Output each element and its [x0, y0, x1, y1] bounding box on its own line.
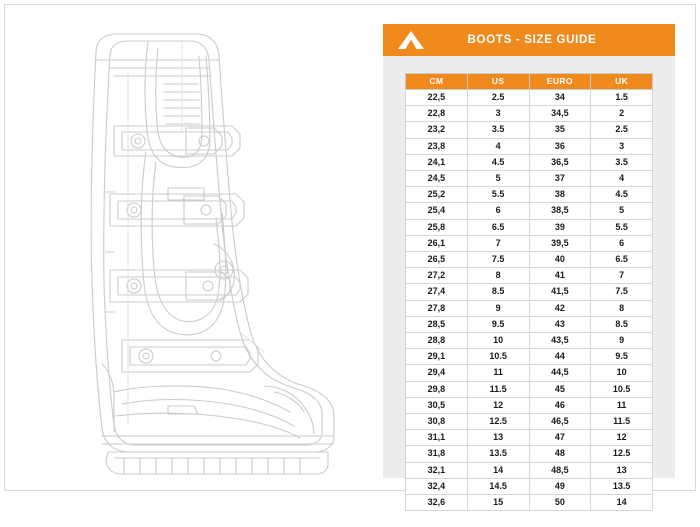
- table-row: [406, 252, 653, 268]
- cell-us: 9: [467, 300, 529, 316]
- cell-us: 9.5: [467, 316, 529, 332]
- cell-uk: 13: [591, 462, 653, 478]
- cell-us: 8.5: [467, 284, 529, 300]
- cell-euro: 36,5: [529, 154, 591, 170]
- table-row: [406, 203, 653, 219]
- cell-us: 4: [467, 138, 529, 154]
- table-row: [406, 171, 653, 187]
- column-header-euro: EURO: [529, 74, 591, 90]
- cell-uk: 9: [591, 333, 653, 349]
- cell-cm: 30,8: [406, 414, 468, 430]
- cell-uk: 6: [591, 235, 653, 251]
- table-row: [406, 381, 653, 397]
- cell-uk: 3.5: [591, 154, 653, 170]
- cell-uk: 1.5: [591, 90, 653, 106]
- table-row: [406, 333, 653, 349]
- cell-cm: 24,5: [406, 171, 468, 187]
- cell-cm: 30,5: [406, 397, 468, 413]
- cell-cm: 25,4: [406, 203, 468, 219]
- cell-cm: 25,2: [406, 187, 468, 203]
- cell-us: 13.5: [467, 446, 529, 462]
- table-header-row: [406, 74, 653, 90]
- cell-cm: 32,1: [406, 462, 468, 478]
- cell-us: 15: [467, 495, 529, 511]
- cell-cm: 32,4: [406, 478, 468, 494]
- size-table-wrapper: [383, 56, 675, 527]
- size-guide-header: [383, 24, 675, 56]
- table-row: [406, 106, 653, 122]
- cell-us: 14.5: [467, 478, 529, 494]
- size-guide-panel: [383, 24, 675, 508]
- cell-euro: 35: [529, 122, 591, 138]
- size-table: [405, 73, 653, 511]
- cell-uk: 11.5: [591, 414, 653, 430]
- cell-cm: 28,5: [406, 316, 468, 332]
- table-row: [406, 446, 653, 462]
- cell-cm: 25,8: [406, 219, 468, 235]
- cell-euro: 40: [529, 252, 591, 268]
- cell-us: 11: [467, 365, 529, 381]
- cell-us: 12: [467, 397, 529, 413]
- cell-us: 6: [467, 203, 529, 219]
- cell-uk: 4: [591, 171, 653, 187]
- cell-us: 5: [467, 171, 529, 187]
- cell-cm: 22,5: [406, 90, 468, 106]
- cell-uk: 6.5: [591, 252, 653, 268]
- cell-uk: 10.5: [591, 381, 653, 397]
- cell-euro: 39,5: [529, 235, 591, 251]
- cell-euro: 47: [529, 430, 591, 446]
- cell-uk: 8.5: [591, 316, 653, 332]
- cell-cm: 29,8: [406, 381, 468, 397]
- cell-us: 3.5: [467, 122, 529, 138]
- table-row: [406, 284, 653, 300]
- cell-us: 7.5: [467, 252, 529, 268]
- cell-uk: 12: [591, 430, 653, 446]
- cell-euro: 39: [529, 219, 591, 235]
- cell-euro: 41: [529, 268, 591, 284]
- cell-uk: 2.5: [591, 122, 653, 138]
- cell-euro: 38: [529, 187, 591, 203]
- cell-uk: 2: [591, 106, 653, 122]
- table-row: [406, 90, 653, 106]
- table-row: [406, 478, 653, 494]
- cell-us: 10: [467, 333, 529, 349]
- table-row: [406, 414, 653, 430]
- cell-cm: 26,5: [406, 252, 468, 268]
- cell-cm: 27,8: [406, 300, 468, 316]
- cell-euro: 49: [529, 478, 591, 494]
- cell-uk: 8: [591, 300, 653, 316]
- cell-euro: 43,5: [529, 333, 591, 349]
- table-row: [406, 187, 653, 203]
- cell-uk: 14: [591, 495, 653, 511]
- cell-us: 11.5: [467, 381, 529, 397]
- table-row: [406, 268, 653, 284]
- size-table-body: [406, 90, 653, 511]
- cell-cm: 22,8: [406, 106, 468, 122]
- cell-cm: 29,1: [406, 349, 468, 365]
- cell-euro: 48: [529, 446, 591, 462]
- column-header-cm: CM: [406, 74, 468, 90]
- table-row: [406, 316, 653, 332]
- cell-cm: 23,2: [406, 122, 468, 138]
- cell-uk: 3: [591, 138, 653, 154]
- table-row: [406, 430, 653, 446]
- cell-uk: 4.5: [591, 187, 653, 203]
- cell-us: 14: [467, 462, 529, 478]
- cell-uk: 5.5: [591, 219, 653, 235]
- cell-uk: 13.5: [591, 478, 653, 494]
- cell-euro: 45: [529, 381, 591, 397]
- cell-cm: 28,8: [406, 333, 468, 349]
- cell-uk: 10: [591, 365, 653, 381]
- cell-us: 7: [467, 235, 529, 251]
- cell-cm: 31,8: [406, 446, 468, 462]
- table-row: [406, 138, 653, 154]
- cell-cm: 31,1: [406, 430, 468, 446]
- cell-uk: 5: [591, 203, 653, 219]
- cell-us: 8: [467, 268, 529, 284]
- table-row: [406, 349, 653, 365]
- cell-cm: 27,2: [406, 268, 468, 284]
- cell-euro: 37: [529, 171, 591, 187]
- cell-euro: 34,5: [529, 106, 591, 122]
- table-row: [406, 397, 653, 413]
- cell-us: 12.5: [467, 414, 529, 430]
- cell-uk: 12.5: [591, 446, 653, 462]
- cell-us: 6.5: [467, 219, 529, 235]
- table-row: [406, 219, 653, 235]
- column-header-uk: UK: [591, 74, 653, 90]
- cell-euro: 36: [529, 138, 591, 154]
- table-row: [406, 365, 653, 381]
- cell-euro: 34: [529, 90, 591, 106]
- cell-uk: 11: [591, 397, 653, 413]
- table-row: [406, 300, 653, 316]
- cell-euro: 43: [529, 316, 591, 332]
- cell-us: 2.5: [467, 90, 529, 106]
- cell-cm: 24,1: [406, 154, 468, 170]
- cell-uk: 9.5: [591, 349, 653, 365]
- boot-illustration: [18, 12, 368, 482]
- cell-us: 10.5: [467, 349, 529, 365]
- cell-euro: 50: [529, 495, 591, 511]
- table-row: [406, 235, 653, 251]
- cell-euro: 46,5: [529, 414, 591, 430]
- table-row: [406, 122, 653, 138]
- cell-uk: 7: [591, 268, 653, 284]
- cell-us: 3: [467, 106, 529, 122]
- cell-cm: 26,1: [406, 235, 468, 251]
- cell-euro: 46: [529, 397, 591, 413]
- size-guide-title: BOOTS - SIZE GUIDE: [467, 34, 597, 46]
- cell-euro: 44,5: [529, 365, 591, 381]
- alpinestars-logo-icon: [383, 24, 439, 56]
- column-header-us: US: [467, 74, 529, 90]
- table-row: [406, 495, 653, 511]
- cell-euro: 38,5: [529, 203, 591, 219]
- table-row: [406, 154, 653, 170]
- cell-euro: 41,5: [529, 284, 591, 300]
- cell-cm: 29,4: [406, 365, 468, 381]
- cell-us: 4.5: [467, 154, 529, 170]
- cell-cm: 27,4: [406, 284, 468, 300]
- cell-cm: 23,8: [406, 138, 468, 154]
- table-row: [406, 462, 653, 478]
- cell-uk: 7.5: [591, 284, 653, 300]
- cell-euro: 44: [529, 349, 591, 365]
- cell-us: 13: [467, 430, 529, 446]
- cell-us: 5.5: [467, 187, 529, 203]
- cell-euro: 42: [529, 300, 591, 316]
- cell-euro: 48,5: [529, 462, 591, 478]
- cell-cm: 32,6: [406, 495, 468, 511]
